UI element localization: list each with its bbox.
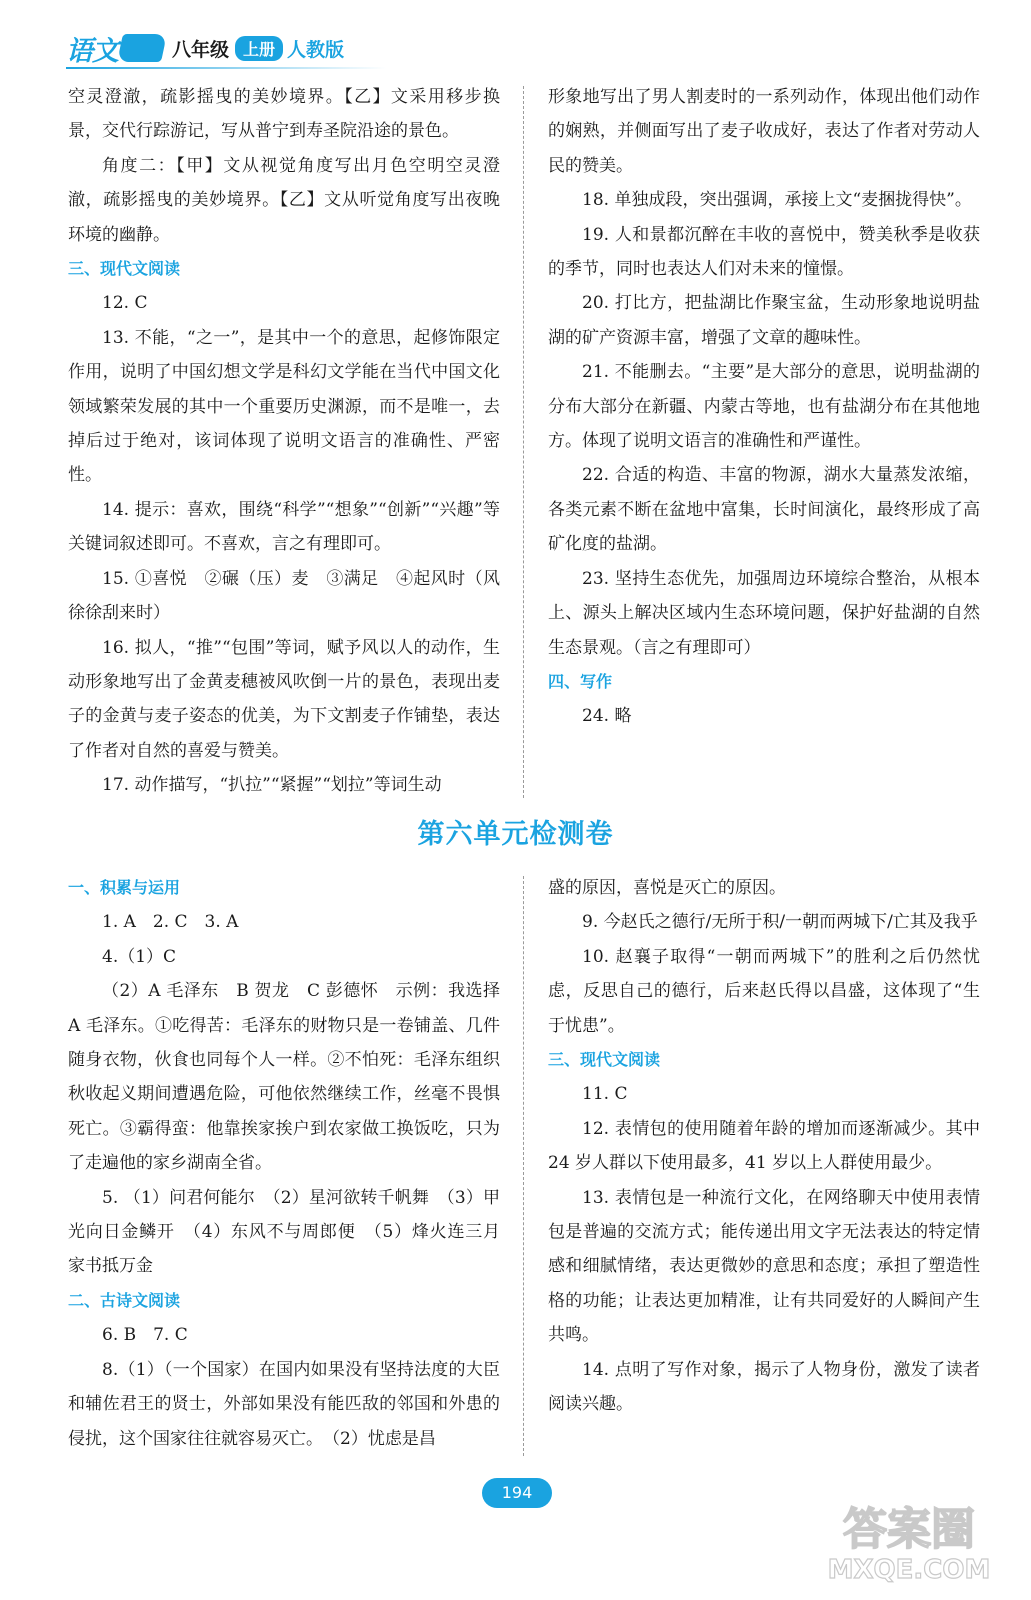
- section-heading: 一、积累与运用: [68, 878, 181, 897]
- answer-paragraph: 8.（1）（一个国家）在国内如果没有坚持法度的大臣和辅佐君王的贤士，外部如果没有能匹敌的邻国和外患的侵扰，这个国家往往就容易灭亡。 （2）忧虑是昌: [68, 1359, 500, 1449]
- answer-paragraph: 6. B 7. C: [102, 1325, 188, 1346]
- answer-paragraph: 13. 不能，“之一”，是其中一个的意思，起修饰限定作用，说明了中国幻想文学是科幻文学能在当代中国文化领域繁荣发展的其中一个重要历史渊源，而不是唯一，去掉后过于绝对，该词体现了说明文语言的准确性、严密性。: [68, 327, 500, 486]
- bottom-right-column: [548, 871, 980, 1422]
- answer-paragraph: 13. 表情包是一种流行文化，在网络聊天中使用表情包是普遍的交流方式；能传递出用文字无法表达的特定情感和细腻情绪，表达更微妙的意思和态度；承担了塑造性格的功能；让表达更加精准，让有共同爱好的人瞬间产生共鸣。: [548, 1187, 980, 1346]
- column-divider: [523, 876, 525, 1456]
- brand-logo-icon: [117, 34, 167, 62]
- watermark-text: 答案圈: [843, 1504, 975, 1555]
- section-heading: 二、古诗文阅读: [68, 1290, 181, 1310]
- answer-paragraph: 16. 拟人，“推”“包围”等词，赋予风以人的动作，生动形象地写出了金黄麦穗被风吹倒一片的景色，表现出麦子的金黄与麦子姿态的优美，为下文割麦子作铺垫，表达了作者对自然的喜爱与赞美。: [68, 637, 500, 761]
- edition-label: 人教版: [287, 38, 345, 61]
- answer-paragraph: 17. 动作描写，“扒拉”“紧握”“划拉”等词生动: [102, 775, 442, 796]
- top-left-column: [68, 80, 500, 803]
- section-heading: 三、现代文阅读: [548, 1050, 661, 1070]
- answer-paragraph: 20. 打比方，把盐湖比作聚宝盆，生动形象地说明盐湖的矿产资源丰富，增强了文章的趣味性。: [548, 293, 980, 348]
- answer-paragraph: 21. 不能删去。“主要”是大部分的意思，说明盐湖的分布大部分在新疆、内蒙古等地，也有盐湖分布在其他地方。体现了说明文语言的准确性和严谨性。: [548, 362, 980, 452]
- answer-paragraph: （2）A 毛泽东 B 贺龙 C 彭德怀 示例：我选择 A 毛泽东。①吃得苦：毛泽东的财物只是一卷铺盖、几件随身衣物，伙食也同每个人一样。②不怕死：毛泽东组织秋收起义期间遭遇危险，可他依然继续工作，丝毫不畏惧死亡。③霸得蛮：他靠挨家挨户到农家做工换饭吃，只为了走遍他的家乡湖南全省。: [68, 981, 500, 1174]
- answer-paragraph: 1. A 2. C 3. A: [102, 912, 239, 933]
- answer-paragraph: 盛的原因，喜悦是灭亡的原因。: [548, 878, 786, 898]
- grade-label: 八年级: [172, 38, 230, 61]
- page-header: [66, 30, 344, 66]
- answer-paragraph: 4.（1）C: [102, 946, 177, 967]
- section-heading: 四、写作: [548, 671, 613, 691]
- answer-paragraph: 18. 单独成段，突出强调，承接上文“麦捆拢得快”。: [582, 190, 972, 211]
- answer-paragraph: 12. 表情包的使用随着年龄的增加而逐渐减少。其中 24 岁人群以下使用最多，41 岁以上人群使用最少。: [548, 1118, 980, 1174]
- answer-paragraph: 空灵澄澈，疏影摇曳的美妙境界。【乙】文采用移步换景，交代行踪游记，写从普宁到寿圣院沿途的景色。: [68, 87, 500, 142]
- answer-paragraph: 14. 提示：喜欢，围绕“科学”“想象”“创新”“兴趣”等关键词叙述即可。不喜欢，言之有理即可。: [68, 499, 500, 555]
- section-heading: 三、现代文阅读: [68, 259, 181, 279]
- answer-paragraph: 10. 赵襄子取得“一朝而两城下”的胜利之后仍然忧虑，反思自己的德行，后来赵氏得以昌盛，这体现了“生于忧患”。: [548, 946, 980, 1036]
- answer-paragraph: 14. 点明了写作对象，揭示了人物身份，激发了读者阅读兴趣。: [548, 1359, 980, 1415]
- answer-paragraph: 形象地写出了男人割麦时的一系列动作，体现出他们动作的娴熟，并侧面写出了麦子收成好，表达了作者对劳动人民的赞美。: [548, 87, 980, 176]
- top-right-column: [548, 80, 980, 734]
- answer-paragraph: 12. C: [102, 293, 148, 314]
- brand-logo: 语文: [66, 35, 118, 67]
- answer-paragraph: 5. （1）问君何能尔 （2）星河欲转千帆舞 （3）甲光向日金鳞开 （4）东风不与周郎便 （5）烽火连三月 家书抵万金: [68, 1187, 517, 1277]
- column-divider: [523, 86, 525, 798]
- watermark-url: MXQE.COM: [827, 1555, 991, 1585]
- answer-paragraph: 19. 人和景都沉醉在丰收的喜悦中，赞美秋季是收获的季节，同时也表达人们对未来的憧憬。: [548, 224, 980, 280]
- answer-paragraph: 22. 合适的构造、丰富的物源，湖水大量蒸发浓缩，各类元素不断在盆地中富集，长时间演化，最终形成了高矿化度的盐湖。: [548, 465, 980, 555]
- answer-paragraph: 24. 略: [582, 706, 632, 727]
- unit-title: 第六单元检测卷: [417, 819, 614, 850]
- page-number: 194: [482, 1478, 552, 1508]
- bottom-left-column: [68, 871, 517, 1456]
- volume-badge: 上册: [235, 36, 283, 61]
- answer-paragraph: 角度二：【甲】文从视觉角度写出月色空明空灵澄澈，疏影摇曳的美妙境界。【乙】文从听觉角度写出夜晚环境的幽静。: [68, 155, 500, 245]
- answer-paragraph: 9. 今赵氏之德行/无所于积/一朝而两城下/亡其及我乎: [582, 912, 978, 933]
- header-divider: [66, 67, 386, 69]
- answer-paragraph: 11. C: [582, 1084, 628, 1105]
- answer-paragraph: 23. 坚持生态优先，加强周边环境综合整治，从根本上、源头上解决区域内生态环境问题，保护好盐湖的自然生态景观。（言之有理即可）: [548, 568, 980, 658]
- watermark-logo: [813, 1498, 1005, 1588]
- answer-paragraph: 15. ①喜悦 ②碾（压）麦 ③满足 ④起风时（风徐徐刮来时）: [68, 568, 500, 624]
